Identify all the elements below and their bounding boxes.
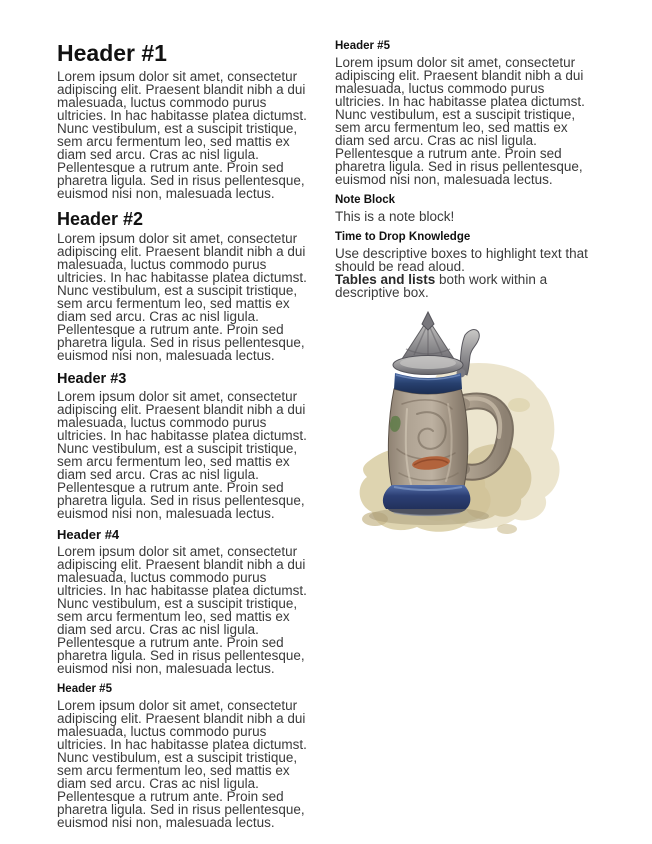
note-block-title: Note Block <box>335 194 396 206</box>
heading-4: Header #4 <box>57 527 120 542</box>
stein-body <box>388 389 467 487</box>
paragraph-4: Lorem ipsum dolor sit amet, consectetur adipiscing elit. Praesent blandit nibh a dui malesuada, luctus commodo purus ultricies. In hac habitasse platea dictumst. Nunc vestibulum, est a suscipit tristique, sem arcu fermentum leo, sed mattis ex diam sed arcu. Cras ac nisl ligula. Pellentesque a rutrum ante. Proin sed pharetra ligula. Sed in risus pellentesque, euismod nisi non, malesuada lectus. <box>57 544 307 676</box>
tables-lists-rest: both work within a descriptive box. <box>335 272 548 300</box>
right-column <box>335 40 595 829</box>
beer-stein-svg <box>347 309 597 541</box>
knowledge-block-title: Time to Drop Knowledge <box>335 231 471 243</box>
heading-1: Header #1 <box>57 40 167 66</box>
heading-5-left: Header #5 <box>57 683 112 695</box>
heading-5-right: Header #5 <box>335 40 390 52</box>
tables-lists-bold: Tables and lists <box>335 272 436 287</box>
beer-stein-image <box>347 309 597 541</box>
tables-lists-line <box>335 273 595 299</box>
left-column <box>57 40 317 829</box>
heading-2: Header #2 <box>57 209 144 229</box>
pewter-lid <box>393 312 463 375</box>
paragraph-2: Lorem ipsum dolor sit amet, consectetur adipiscing elit. Praesent blandit nibh a dui malesuada, luctus commodo purus ultricies. In hac habitasse platea dictumst. Nunc vestibulum, est a suscipit tristique, sem arcu fermentum leo, sed mattis ex diam sed arcu. Cras ac nisl ligula. Pellentesque a rutrum ante. Proin sed pharetra ligula. Sed in risus pellentesque, euismod nisi non, malesuada lectus. <box>57 231 307 363</box>
note-block-text: This is a note block! <box>335 209 455 224</box>
paragraph-right: Lorem ipsum dolor sit amet, consectetur adipiscing elit. Praesent blandit nibh a dui malesuada, luctus commodo purus ultricies. In hac habitasse platea dictumst. Nunc vestibulum, est a suscipit tristique, sem arcu fermentum leo, sed mattis ex diam sed arcu. Cras ac nisl ligula. Pellentesque a rutrum ante. Proin sed pharetra ligula. Sed in risus pellentesque, euismod nisi non, malesuada lectus. <box>335 55 585 187</box>
paragraph-1: Lorem ipsum dolor sit amet, consectetur adipiscing elit. Praesent blandit nibh a dui malesuada, luctus commodo purus ultricies. In hac habitasse platea dictumst. Nunc vestibulum, est a suscipit tristique, sem arcu fermentum leo, sed mattis ex diam sed arcu. Cras ac nisl ligula. Pellentesque a rutrum ante. Proin sed pharetra ligula. Sed in risus pellentesque, euismod nisi non, malesuada lectus. <box>57 69 307 201</box>
heading-3: Header #3 <box>57 371 127 387</box>
stein-base <box>383 485 470 516</box>
blue-top-band <box>394 373 462 394</box>
knowledge-block-text: Use descriptive boxes to highlight text that should be read aloud. <box>335 246 588 274</box>
paragraph-3: Lorem ipsum dolor sit amet, consectetur adipiscing elit. Praesent blandit nibh a dui malesuada, luctus commodo purus ultricies. In hac habitasse platea dictumst. Nunc vestibulum, est a suscipit tristique, sem arcu fermentum leo, sed mattis ex diam sed arcu. Cras ac nisl ligula. Pellentesque a rutrum ante. Proin sed pharetra ligula. Sed in risus pellentesque, euismod nisi non, malesuada lectus. <box>57 389 307 521</box>
paragraph-5: Lorem ipsum dolor sit amet, consectetur adipiscing elit. Praesent blandit nibh a dui malesuada, luctus commodo purus ultricies. In hac habitasse platea dictumst. Nunc vestibulum, est a suscipit tristique, sem arcu fermentum leo, sed mattis ex diam sed arcu. Cras ac nisl ligula. Pellentesque a rutrum ante. Proin sed pharetra ligula. Sed in risus pellentesque, euismod nisi non, malesuada lectus. <box>57 698 307 830</box>
